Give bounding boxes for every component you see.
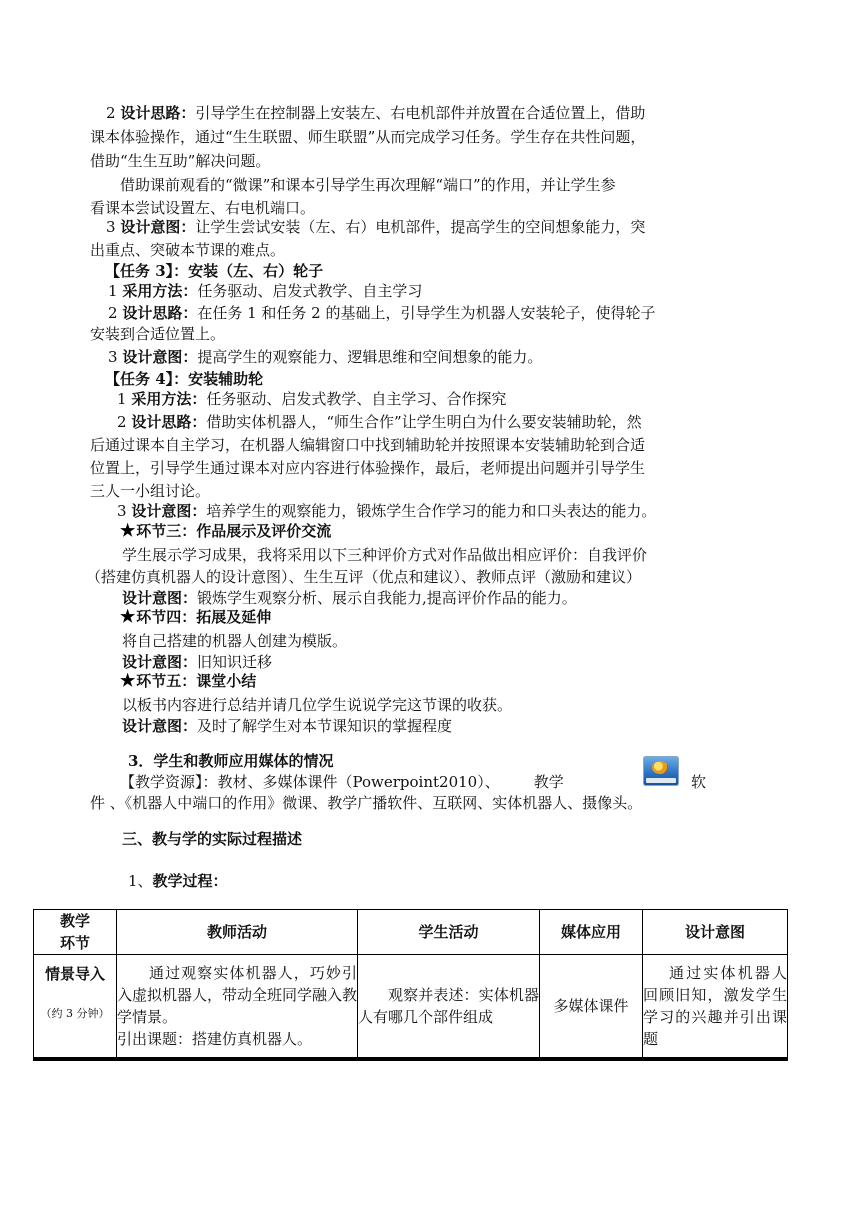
task-3-heading: 【任务 3】：安装（左、右）轮子 bbox=[105, 262, 324, 280]
star-icon: ★ bbox=[120, 671, 136, 691]
paragraph-line: 借助“生生互助”解决问题。 bbox=[90, 152, 271, 170]
design-intent-line: 3 设计意图：提高学生的观察能力、逻辑思维和空间想象的能力。 bbox=[108, 348, 543, 366]
paragraph-line: 三人一小组讨论。 bbox=[90, 482, 211, 500]
design-intent-line: 设计意图：旧知识迁移 bbox=[122, 653, 273, 671]
design-idea-line: 2 设计思路：借助实体机器人，“师生合作”让学生明白为什么要安装辅助轮，然 bbox=[117, 413, 642, 431]
teaching-process-table bbox=[33, 909, 788, 1061]
paragraph-line: 位置上，引导学生通过课本对应内容进行体验操作，最后，老师提出问题并引导学生 bbox=[90, 459, 646, 477]
paragraph-line: 件 、《机器人中端口的作用》微课、教学广播软件、互联网、实体机器人、摄像头。 bbox=[90, 794, 643, 812]
paragraph-line: 借助课前观看的“微课”和课本引导学生再次理解“端口”的作用，并让学生参 bbox=[120, 176, 616, 194]
paragraph-line: 将自己搭建的机器人创建为模版。 bbox=[122, 632, 348, 650]
task-4-heading: 【任务 4】：安装辅助轮 bbox=[105, 370, 264, 388]
star-icon: ★ bbox=[120, 607, 136, 627]
paragraph-line: 看课本尝试设置左、右电机端口。 bbox=[90, 199, 316, 217]
star-icon: ★ bbox=[120, 521, 136, 541]
design-idea-2: 2 设计思路：引导学生在控制器上安装左、右电机部件并放置在合适位置上，借助 bbox=[106, 104, 646, 122]
header-student-activity: 学生活动 bbox=[358, 910, 540, 955]
software-icon bbox=[643, 756, 679, 786]
table-row bbox=[34, 955, 788, 1060]
method-line: 1 采用方法：任务驱动、启发式教学、自主学习 bbox=[108, 282, 423, 300]
section-4-heading: ★环节四：拓展及延伸 bbox=[120, 607, 272, 627]
paragraph-line: 以板书内容进行总结并请几位学生说说学完这节课的收获。 bbox=[122, 696, 513, 714]
design-intent-line: 设计意图：及时了解学生对本节课知识的掌握程度 bbox=[122, 717, 453, 735]
section-5-heading: ★环节五：课堂小结 bbox=[120, 671, 257, 691]
teaching-process-label: 1、教学过程： bbox=[128, 872, 228, 890]
header-design-intent: 设计意图 bbox=[643, 910, 788, 955]
design-intent-line: 设计意图：锻炼学生观察分析、展示自我能力,提高评价作品的能力。 bbox=[122, 589, 577, 607]
cell-media: 多媒体课件 bbox=[540, 955, 643, 1060]
table-header-row bbox=[34, 910, 788, 955]
process-section-heading: 三、教与学的实际过程描述 bbox=[122, 830, 303, 848]
cell-stage: 情景导入 （约 3 分钟） bbox=[34, 955, 117, 1060]
cell-teacher-activity: 通过观察实体机器人，巧妙引入虚拟机器人，带动全班同学融入教学情景。 引出课题：搭建仿真机器人。 bbox=[117, 955, 358, 1060]
paragraph-line: 出重点、突破本节课的难点。 bbox=[90, 241, 286, 259]
design-intent-3: 3 设计意图：让学生尝试安装（左、右）电机部件，提高学生的空间想象能力，突 bbox=[106, 218, 646, 236]
paragraph-line: 学生展示学习成果，我将采用以下三种评价方式对作品做出相应评价：自我评价 bbox=[122, 546, 648, 564]
design-idea-line: 2 设计思路：在任务 1 和任务 2 的基础上，引导学生为机器人安装轮子，使得轮子 bbox=[108, 304, 656, 322]
header-stage: 教学 环节 bbox=[34, 910, 117, 955]
cell-design-intent: 通过实体机器人回顾旧知，激发学生学习的兴趣并引出课题 bbox=[643, 955, 788, 1060]
design-intent-line: 3 设计意图：培养学生的观察能力，锻炼学生合作学习的能力和口头表达的能力。 bbox=[117, 502, 657, 520]
paragraph-line: 安装到合适位置上。 bbox=[90, 325, 226, 343]
header-media: 媒体应用 bbox=[540, 910, 643, 955]
paragraph-line: 软 bbox=[691, 773, 707, 791]
paragraph-line: 课本体验操作，通过“生生联盟、师生联盟”从而完成学习任务。学生存在共性问题， bbox=[90, 128, 646, 146]
section-3-heading: ★环节三：作品展示及评价交流 bbox=[120, 521, 332, 541]
header-teacher-activity: 教师活动 bbox=[117, 910, 358, 955]
cell-student-activity: 观察并表述：实体机器人有哪几个部件组成 bbox=[358, 955, 540, 1060]
paragraph-line: 后通过课本自主学习，在机器人编辑窗口中找到辅助轮并按照课本安装辅助轮到合适 bbox=[90, 436, 646, 454]
media-section-heading: 3．学生和教师应用媒体的情况 bbox=[128, 752, 334, 770]
method-line: 1 采用方法：任务驱动、启发式教学、自主学习、合作探究 bbox=[117, 390, 507, 408]
paragraph-line: 【教学资源】：教材、多媒体课件（Powerpoint2010）、 教学 bbox=[120, 773, 564, 791]
paragraph-line: （搭建仿真机器人的设计意图）、生生互评（优点和建议）、教师点评（激励和建议） bbox=[86, 568, 642, 586]
